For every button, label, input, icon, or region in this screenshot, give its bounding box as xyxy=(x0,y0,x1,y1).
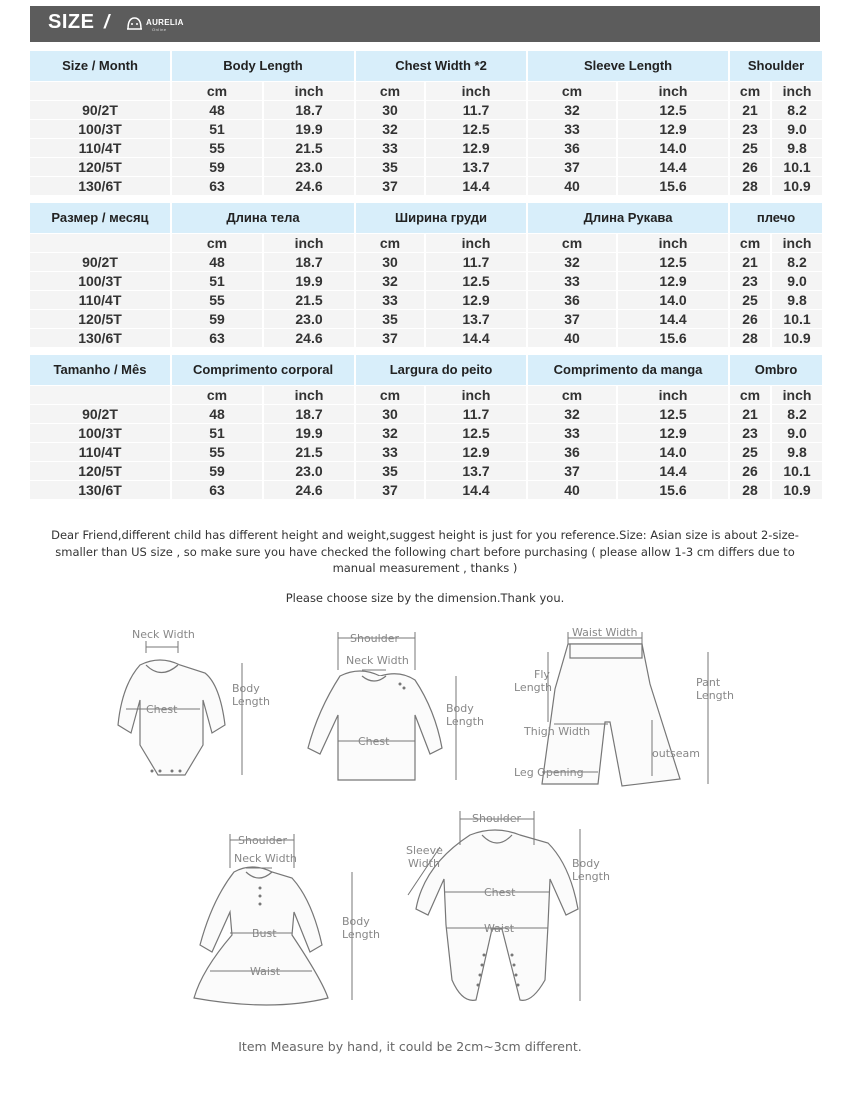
value-cell: 13.7 xyxy=(426,310,526,328)
header-chest-width: Chest Width *2 xyxy=(356,51,526,81)
disclaimer-line: manual measurement , thanks ) xyxy=(332,561,518,575)
value-cell: 14.4 xyxy=(618,462,728,480)
unit-cell: inch xyxy=(618,386,728,404)
value-cell: 30 xyxy=(356,253,424,271)
value-cell: 19.9 xyxy=(264,272,354,290)
value-cell: 33 xyxy=(356,291,424,309)
value-cell: 35 xyxy=(356,462,424,480)
value-cell: 63 xyxy=(172,481,262,499)
unit-cell: cm xyxy=(172,386,262,404)
value-cell: 9.0 xyxy=(772,120,822,138)
size-disclaimer xyxy=(40,527,810,577)
header-size: Размер / месяц xyxy=(30,203,170,233)
size-cell: 130/6T xyxy=(30,329,170,347)
label-body-length-2: Length xyxy=(572,870,610,883)
value-cell: 23.0 xyxy=(264,462,354,480)
value-cell: 23 xyxy=(730,424,770,442)
size-cell: 110/4T xyxy=(30,139,170,157)
shirt-outline xyxy=(308,671,442,780)
value-cell: 23.0 xyxy=(264,310,354,328)
value-cell: 21.5 xyxy=(264,291,354,309)
pants-diagram xyxy=(510,624,740,794)
value-cell: 51 xyxy=(172,272,262,290)
unit-cell: inch xyxy=(618,82,728,100)
value-cell: 25 xyxy=(730,291,770,309)
label-shoulder: Shoulder xyxy=(472,812,521,825)
table-header-row xyxy=(30,203,822,233)
value-cell: 33 xyxy=(356,443,424,461)
label-waist: Waist xyxy=(250,965,281,978)
value-cell: 33 xyxy=(356,139,424,157)
table-row xyxy=(30,481,822,499)
value-cell: 24.6 xyxy=(264,481,354,499)
value-cell: 48 xyxy=(172,405,262,423)
size-cell: 120/5T xyxy=(30,310,170,328)
value-cell: 14.4 xyxy=(618,158,728,176)
brand-name: AURELIA xyxy=(146,18,184,27)
value-cell: 33 xyxy=(528,120,616,138)
header-sleeve-length: Длина Рукава xyxy=(528,203,728,233)
header-size: Tamanho / Mês xyxy=(30,355,170,385)
bodysuit-diagram xyxy=(80,625,280,785)
value-cell: 23.0 xyxy=(264,158,354,176)
table-row xyxy=(30,120,822,138)
value-cell: 12.5 xyxy=(426,272,526,290)
value-cell: 19.9 xyxy=(264,120,354,138)
value-cell: 32 xyxy=(528,253,616,271)
label-body-length-1: Body xyxy=(446,702,474,715)
unit-cell: inch xyxy=(772,386,822,404)
value-cell: 10.1 xyxy=(772,462,822,480)
value-cell: 11.7 xyxy=(426,405,526,423)
unit-cell: cm xyxy=(528,386,616,404)
unit-cell: cm xyxy=(172,82,262,100)
value-cell: 18.7 xyxy=(264,101,354,119)
unit-cell: cm xyxy=(528,82,616,100)
value-cell: 40 xyxy=(528,177,616,195)
value-cell: 8.2 xyxy=(772,101,822,119)
dress-diagram xyxy=(172,830,392,1010)
value-cell: 37 xyxy=(528,310,616,328)
value-cell: 51 xyxy=(172,424,262,442)
label-leg-opening: Leg Opening xyxy=(514,766,584,779)
units-blank xyxy=(30,386,170,404)
header-sleeve-length: Comprimento da manga xyxy=(528,355,728,385)
value-cell: 9.8 xyxy=(772,443,822,461)
label-waist-width: Waist Width xyxy=(572,626,638,639)
unit-cell: cm xyxy=(730,82,770,100)
unit-cell: inch xyxy=(618,234,728,252)
value-cell: 59 xyxy=(172,310,262,328)
header-bar xyxy=(30,6,820,42)
header-sleeve-length: Sleeve Length xyxy=(528,51,728,81)
label-shoulder: Shoulder xyxy=(238,834,287,847)
label-shoulder: Shoulder xyxy=(350,632,399,645)
value-cell: 14.4 xyxy=(426,481,526,499)
value-cell: 40 xyxy=(528,329,616,347)
value-cell: 14.4 xyxy=(426,177,526,195)
value-cell: 12.5 xyxy=(426,120,526,138)
choose-size-note: Please choose size by the dimension.Thank you. xyxy=(285,591,565,605)
value-cell: 26 xyxy=(730,158,770,176)
value-cell: 9.8 xyxy=(772,139,822,157)
unit-cell: cm xyxy=(528,234,616,252)
table-row xyxy=(30,158,822,176)
value-cell: 35 xyxy=(356,158,424,176)
value-cell: 23 xyxy=(730,272,770,290)
size-table-portuguese xyxy=(28,354,824,500)
value-cell: 10.1 xyxy=(772,310,822,328)
table-row xyxy=(30,253,822,271)
table-row xyxy=(30,101,822,119)
pants-outline xyxy=(542,644,680,786)
table-row xyxy=(30,291,822,309)
value-cell: 8.2 xyxy=(772,405,822,423)
label-neck-width: Neck Width xyxy=(132,628,195,641)
table-row xyxy=(30,405,822,423)
value-cell: 13.7 xyxy=(426,462,526,480)
value-cell: 28 xyxy=(730,177,770,195)
title-separator: / xyxy=(104,12,110,33)
value-cell: 12.9 xyxy=(618,424,728,442)
size-cell: 130/6T xyxy=(30,177,170,195)
value-cell: 33 xyxy=(528,272,616,290)
size-cell: 90/2T xyxy=(30,101,170,119)
value-cell: 59 xyxy=(172,462,262,480)
shirt-diagram xyxy=(290,630,490,790)
value-cell: 15.6 xyxy=(618,481,728,499)
table-row xyxy=(30,329,822,347)
size-table-russian xyxy=(28,202,824,348)
value-cell: 32 xyxy=(356,120,424,138)
label-sleeve-width-1: Sleeve xyxy=(406,844,443,857)
value-cell: 36 xyxy=(528,443,616,461)
value-cell: 12.9 xyxy=(426,139,526,157)
value-cell: 21.5 xyxy=(264,139,354,157)
label-waist: Waist xyxy=(484,922,515,935)
value-cell: 14.4 xyxy=(426,329,526,347)
value-cell: 33 xyxy=(528,424,616,442)
value-cell: 51 xyxy=(172,120,262,138)
measure-footer-note: Item Measure by hand, it could be 2cm~3cm different. xyxy=(238,1039,582,1054)
label-chest: Chest xyxy=(146,703,178,716)
header-chest-width: Largura do peito xyxy=(356,355,526,385)
value-cell: 55 xyxy=(172,443,262,461)
value-cell: 14.0 xyxy=(618,291,728,309)
value-cell: 28 xyxy=(730,329,770,347)
size-cell: 90/2T xyxy=(30,253,170,271)
unit-cell: inch xyxy=(264,386,354,404)
value-cell: 10.1 xyxy=(772,158,822,176)
size-cell: 90/2T xyxy=(30,405,170,423)
table-row xyxy=(30,272,822,290)
table-header-row xyxy=(30,355,822,385)
value-cell: 12.9 xyxy=(618,272,728,290)
header-shoulder: Ombro xyxy=(730,355,822,385)
size-cell: 110/4T xyxy=(30,291,170,309)
value-cell: 32 xyxy=(356,424,424,442)
label-body-length-1: Body xyxy=(572,857,600,870)
label-pant-length-2: Length xyxy=(696,689,734,702)
header-shoulder: Shoulder xyxy=(730,51,822,81)
unit-cell: cm xyxy=(730,386,770,404)
value-cell: 63 xyxy=(172,177,262,195)
value-cell: 8.2 xyxy=(772,253,822,271)
units-blank xyxy=(30,234,170,252)
header-size: Size / Month xyxy=(30,51,170,81)
value-cell: 12.5 xyxy=(618,405,728,423)
value-cell: 21.5 xyxy=(264,443,354,461)
value-cell: 12.9 xyxy=(426,291,526,309)
value-cell: 14.0 xyxy=(618,139,728,157)
value-cell: 32 xyxy=(356,272,424,290)
label-neck-width: Neck Width xyxy=(346,654,409,667)
unit-cell: cm xyxy=(172,234,262,252)
value-cell: 21 xyxy=(730,405,770,423)
value-cell: 11.7 xyxy=(426,253,526,271)
disclaimer-line: smaller than US size , so make sure you have checked the following chart before purchasing ( please allow 1-3 cm differs due to xyxy=(55,544,795,559)
header-body-length: Comprimento corporal xyxy=(172,355,354,385)
value-cell: 15.6 xyxy=(618,177,728,195)
value-cell: 10.9 xyxy=(772,329,822,347)
value-cell: 37 xyxy=(356,177,424,195)
unit-cell: cm xyxy=(730,234,770,252)
value-cell: 37 xyxy=(528,158,616,176)
value-cell: 26 xyxy=(730,310,770,328)
unit-cell: inch xyxy=(426,386,526,404)
table-row xyxy=(30,139,822,157)
label-bust: Bust xyxy=(252,927,277,940)
value-cell: 48 xyxy=(172,101,262,119)
value-cell: 26 xyxy=(730,462,770,480)
header-body-length: Длина тела xyxy=(172,203,354,233)
value-cell: 11.7 xyxy=(426,101,526,119)
value-cell: 28 xyxy=(730,481,770,499)
size-table-english xyxy=(28,50,824,196)
label-fly-length-1: Fly xyxy=(534,668,550,681)
label-body-length-2: Length xyxy=(342,928,380,941)
value-cell: 24.6 xyxy=(264,177,354,195)
brand-subtitle: Online xyxy=(152,27,167,32)
value-cell: 32 xyxy=(528,405,616,423)
size-cell: 100/3T xyxy=(30,424,170,442)
size-cell: 120/5T xyxy=(30,462,170,480)
bodysuit-outline xyxy=(118,660,225,775)
value-cell: 59 xyxy=(172,158,262,176)
units-blank xyxy=(30,82,170,100)
value-cell: 32 xyxy=(528,101,616,119)
value-cell: 18.7 xyxy=(264,405,354,423)
unit-cell: inch xyxy=(772,82,822,100)
value-cell: 36 xyxy=(528,291,616,309)
value-cell: 12.5 xyxy=(618,253,728,271)
value-cell: 15.6 xyxy=(618,329,728,347)
value-cell: 35 xyxy=(356,310,424,328)
value-cell: 55 xyxy=(172,139,262,157)
value-cell: 40 xyxy=(528,481,616,499)
value-cell: 63 xyxy=(172,329,262,347)
size-cell: 120/5T xyxy=(30,158,170,176)
unit-cell: cm xyxy=(356,386,424,404)
value-cell: 14.4 xyxy=(618,310,728,328)
value-cell: 48 xyxy=(172,253,262,271)
label-body-length-1: Body xyxy=(342,915,370,928)
unit-cell: inch xyxy=(426,234,526,252)
value-cell: 18.7 xyxy=(264,253,354,271)
header-shoulder: плечо xyxy=(730,203,822,233)
brand-logo-icon xyxy=(126,16,143,31)
unit-cell: inch xyxy=(426,82,526,100)
header-chest-width: Ширина груди xyxy=(356,203,526,233)
value-cell: 10.9 xyxy=(772,177,822,195)
label-neck-width: Neck Width xyxy=(234,852,297,865)
value-cell: 30 xyxy=(356,405,424,423)
value-cell: 12.9 xyxy=(618,120,728,138)
unit-cell: cm xyxy=(356,234,424,252)
unit-cell: inch xyxy=(264,234,354,252)
units-row xyxy=(30,234,822,252)
label-thigh-width: Thigh Width xyxy=(524,725,591,738)
size-cell: 100/3T xyxy=(30,120,170,138)
value-cell: 13.7 xyxy=(426,158,526,176)
value-cell: 37 xyxy=(356,481,424,499)
value-cell: 12.5 xyxy=(426,424,526,442)
value-cell: 14.0 xyxy=(618,443,728,461)
unit-cell: inch xyxy=(264,82,354,100)
table-row xyxy=(30,424,822,442)
value-cell: 36 xyxy=(528,139,616,157)
label-pant-length-1: Pant xyxy=(696,676,721,689)
value-cell: 12.5 xyxy=(618,101,728,119)
value-cell: 19.9 xyxy=(264,424,354,442)
label-body-length-1: Body xyxy=(232,682,260,695)
size-cell: 110/4T xyxy=(30,443,170,461)
table-header-row xyxy=(30,51,822,81)
table-row xyxy=(30,443,822,461)
label-chest: Chest xyxy=(484,886,516,899)
value-cell: 23 xyxy=(730,120,770,138)
value-cell: 10.9 xyxy=(772,481,822,499)
label-chest: Chest xyxy=(358,735,390,748)
disclaimer-line: Dear Friend,different child has different height and weight,suggest height is just for you reference.Size: Asian size is about 2-size- xyxy=(51,528,799,542)
table-row xyxy=(30,177,822,195)
table-row xyxy=(30,462,822,480)
unit-cell: cm xyxy=(356,82,424,100)
value-cell: 21 xyxy=(730,101,770,119)
value-cell: 9.0 xyxy=(772,424,822,442)
value-cell: 37 xyxy=(356,329,424,347)
units-row xyxy=(30,82,822,100)
size-cell: 100/3T xyxy=(30,272,170,290)
value-cell: 55 xyxy=(172,291,262,309)
label-body-length-2: Length xyxy=(232,695,270,708)
value-cell: 24.6 xyxy=(264,329,354,347)
header-body-length: Body Length xyxy=(172,51,354,81)
label-sleeve-width-2: Width xyxy=(408,857,440,870)
table-row xyxy=(30,310,822,328)
value-cell: 37 xyxy=(528,462,616,480)
size-cell: 130/6T xyxy=(30,481,170,499)
value-cell: 9.0 xyxy=(772,272,822,290)
value-cell: 21 xyxy=(730,253,770,271)
label-fly-length-2: Length xyxy=(514,681,552,694)
value-cell: 9.8 xyxy=(772,291,822,309)
unit-cell: inch xyxy=(772,234,822,252)
value-cell: 30 xyxy=(356,101,424,119)
label-outseam: outseam xyxy=(652,747,700,760)
romper-diagram xyxy=(400,805,630,1015)
size-title: SIZE xyxy=(48,11,95,33)
value-cell: 25 xyxy=(730,443,770,461)
value-cell: 25 xyxy=(730,139,770,157)
label-body-length-2: Length xyxy=(446,715,484,728)
units-row xyxy=(30,386,822,404)
value-cell: 12.9 xyxy=(426,443,526,461)
